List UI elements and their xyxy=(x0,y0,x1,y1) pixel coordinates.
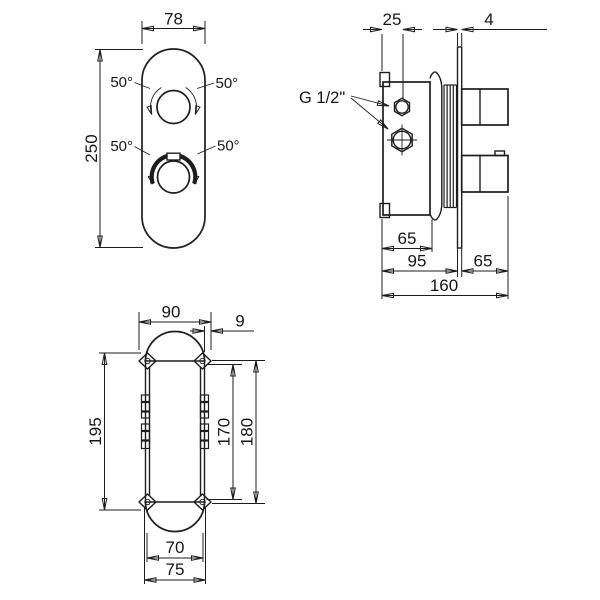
lug-height-dimension xyxy=(86,353,141,510)
angle-label-upper-left: 50° xyxy=(110,74,133,91)
knob-index-marker xyxy=(167,153,180,160)
inner-width-label: 70 xyxy=(165,538,185,557)
handle-safety-button xyxy=(495,151,505,156)
inlet-port-upper xyxy=(395,98,410,115)
thread-size-callout xyxy=(299,89,389,129)
lug-width-dimension xyxy=(139,303,211,351)
leader-lower-right xyxy=(198,146,216,154)
angle-label-lower-left: 50° xyxy=(110,138,133,155)
lug-width-label: 90 xyxy=(161,302,181,322)
protective-sleeve xyxy=(430,72,442,220)
mounting-box-outline xyxy=(146,332,205,532)
angle-label-upper-right: 50° xyxy=(215,75,239,92)
thermostat-knob xyxy=(158,161,190,193)
body-depth-label: 65 xyxy=(397,229,417,248)
total-depth-label: 160 xyxy=(429,276,459,295)
cover-plate xyxy=(458,47,462,248)
inlet-port-lower xyxy=(387,125,417,156)
faceplate-outline xyxy=(142,49,205,248)
hole-height-label: 180 xyxy=(237,417,257,447)
threaded-collar xyxy=(444,85,457,208)
side-offset-label: 25 xyxy=(382,10,402,29)
front-view xyxy=(82,10,240,249)
diverter-knob xyxy=(157,91,190,124)
plate-thickness-label: 4 xyxy=(484,10,494,29)
handle-upper xyxy=(462,89,508,125)
rotation-arc-right xyxy=(186,88,197,115)
side-offset-dimension xyxy=(363,10,422,99)
front-width-dimension xyxy=(142,10,205,45)
installation-view xyxy=(86,303,265,585)
recess-depth-label: 95 xyxy=(407,251,427,271)
side-bottom-dimensions xyxy=(382,196,508,299)
angle-label-lower-right: 50° xyxy=(217,137,240,155)
thread-size-label: G 1/2" xyxy=(299,89,346,107)
mounting-tab-top xyxy=(380,73,390,87)
plate-thickness-dimension xyxy=(433,10,547,46)
inner-height-label: 170 xyxy=(214,417,234,447)
outer-width-label: 75 xyxy=(165,560,185,579)
side-view xyxy=(299,10,547,299)
front-height-label: 250 xyxy=(82,134,101,163)
inner-width-dimension xyxy=(147,533,203,562)
lug-offset-label: 9 xyxy=(235,311,245,331)
handle-lower xyxy=(462,151,508,192)
front-width-label: 78 xyxy=(164,9,183,29)
rotation-arc-left xyxy=(150,88,161,115)
lug-height-label: 195 xyxy=(86,417,105,446)
protrusion-label: 65 xyxy=(473,251,493,271)
